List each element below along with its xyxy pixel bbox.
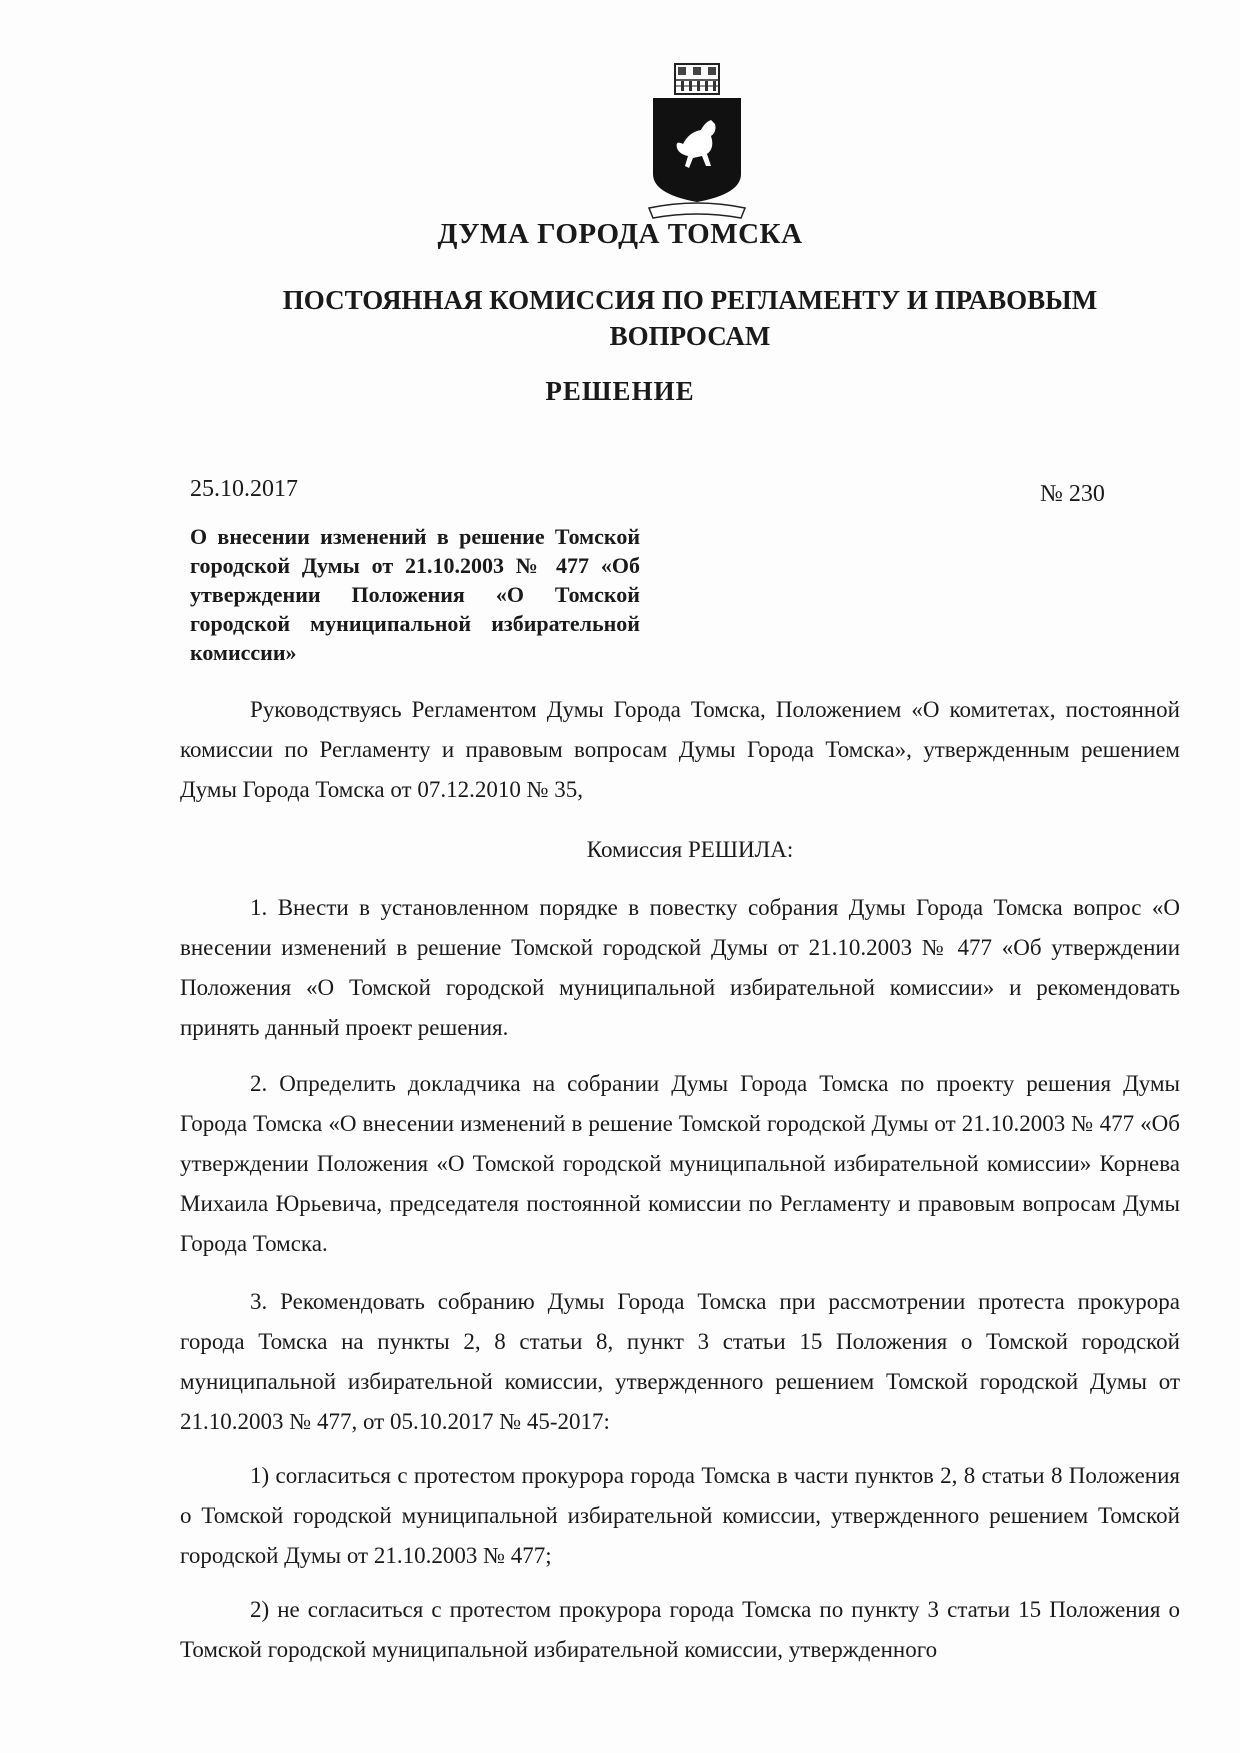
decision-title: РЕШЕНИЕ [545, 376, 695, 406]
document-subject: О внесении изменений в решение Томской городской Думы от 21.10.2003 № 477 «Об утверждении Положения «О Томской городской муниципальной избирательной комиссии» [190, 524, 640, 665]
org-title: ДУМА ГОРОДА ТОМСКА [437, 218, 803, 250]
item-paragraph: 3. Рекомендовать собранию Думы Города Томска при рассмотрении протеста прокурора города Томска на пункты 2, 8 статьи 8, пункт 3 статьи 15 Положения о Томской городской муниципальной избирательной комиссии, утвержденного решением Томской городской Думы от 21.10.2003 № 477, от 05.10.2017 № 45-2017: [180, 1289, 1180, 1434]
document-date: 25.10.2017 [190, 476, 298, 502]
commission-title: ПОСТОЯННАЯ КОМИССИЯ ПО РЕГЛАМЕНТУ И ПРАВОВЫМ ВОПРОСАМ [282, 285, 1098, 351]
item-paragraph: 2. Определить докладчика на собрании Думы Города Томска по проекту решения Думы Города Томска «О внесении изменений в решение Томской городской Думы от 21.10.2003 № 477 «Об утверждении Положения «О Томской городской муниципальной избирательной комиссии» Корнева Михаила Юрьевича, председателя постоянной комиссии по Регламенту и правовым вопросам Думы Города Томска. [180, 1071, 1180, 1256]
item-paragraph: 2) не согласиться с протестом прокурора города Томска по пункту 3 статьи 15 Положения о Томской городской муниципальной избирательной комиссии, утвержденного [180, 1597, 1180, 1662]
tomsk-coat-of-arms-icon [645, 62, 749, 222]
item-paragraph: 1) согласиться с протестом прокурора города Томска в части пунктов 2, 8 статьи 8 Положения о Томской городской муниципальной избирательной комиссии, утвержденного решением Томской городской Думы от 21.10.2003 № 477; [180, 1463, 1180, 1568]
decided-line: Комиссия РЕШИЛА: [586, 837, 794, 862]
item-paragraph: 1. Внести в установленном порядке в повестку собрания Думы Города Томска вопрос «О внесении изменений в решение Томской городской Думы от 21.10.2003 № 477 «Об утверждении Положения «О Томской городской муниципальной избирательной комиссии» и рекомендовать принять данный проект решения. [180, 895, 1180, 1040]
preamble-paragraph: Руководствуясь Регламентом Думы Города Томска, Положением «О комитетах, постоянной комиссии по Регламенту и правовым вопросам Думы Города Томска», утвержденным решением Думы Города Томска от 07.12.2010 № 35, [180, 697, 1180, 802]
document-number: № 230 [1040, 481, 1105, 507]
